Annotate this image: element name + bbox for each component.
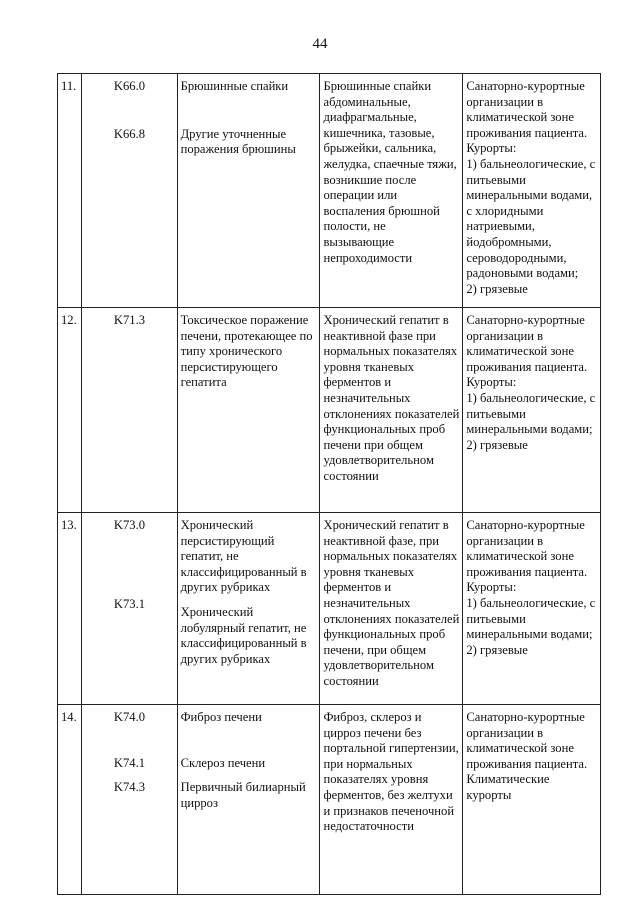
resort-indications-table <box>57 73 601 895</box>
facility-text: Санаторно-курортные организации в климатической зоне проживания пациента. <box>466 518 588 579</box>
disease-cell <box>177 308 320 513</box>
disease-name: Брюшинные спайки <box>180 79 289 93</box>
facility-text: 1) бальнеологические, с питьевыми минеральными водами, с хлоридными натриевыми, йодобромными, сероводородными, радоновыми водами; <box>466 156 596 281</box>
indications-cell: Брюшинные спайки абдоминальные, диафрагмальные, кишечника, тазовые, брыжейки, сальника, желудка, спаечные тяжи, возникшие после операции или воспаления брюшной полости, не вызывающие непроходимости <box>320 74 463 308</box>
indications-cell: Хронический гепатит в неактивной фазе при нормальных показателях уровня тканевых ферментов и незначительных отклонениях показателей функциональных проб печени при общем удовлетворительном состоянии <box>320 308 463 513</box>
disease-name: Другие уточненные поражения брюшины <box>180 126 296 157</box>
facility-text: Курорты: <box>466 580 517 595</box>
icd-code: K66.0 <box>113 79 146 93</box>
row-number: 12. <box>58 308 82 513</box>
icd-code: K74.1 <box>113 755 146 770</box>
facility-cell <box>463 74 601 308</box>
disease-name: Склероз печени <box>180 755 266 770</box>
disease-name: Хронический лобулярный гепатит, не классифицированный в других рубриках <box>180 604 307 666</box>
icd-code-cell <box>82 74 177 308</box>
icd-code: K73.0 <box>113 518 146 532</box>
row-number: 14. <box>58 705 82 895</box>
disease-name: Хронический персистирующий гепатит, не классифицированный в других рубриках <box>180 518 307 595</box>
facility-text: Курорты: <box>466 375 517 390</box>
row-number: 11. <box>58 74 82 308</box>
indications-cell: Фиброз, склероз и цирроз печени без портальной гипертензии, при нормальных показателях уровня ферментов, без желтухи и признаков печеночной недостаточности <box>320 705 463 895</box>
page-number: 44 <box>312 36 328 52</box>
facility-text: Санаторно-курортные организации в климатической зоне проживания пациента. <box>466 313 588 374</box>
disease-name: Фиброз печени <box>180 710 262 724</box>
icd-code: K74.3 <box>113 780 146 795</box>
facility-text: 2) грязевые <box>466 281 528 296</box>
icd-code: K71.3 <box>113 313 146 327</box>
icd-code: K74.0 <box>113 710 146 724</box>
facility-text: Курорты: <box>466 141 517 156</box>
disease-cell <box>177 705 320 895</box>
table-row <box>58 308 601 513</box>
table-row <box>58 705 601 895</box>
indications-cell: Хронический гепатит в неактивной фазе, при нормальных показателях уровня тканевых ферментов и незначительных отклонениях показателей функциональных проб печени, при общем удовлетворительном состоянии <box>320 513 463 705</box>
facility-cell <box>463 705 601 895</box>
disease-name: Токсическое поражение печени, протекающее по типу хронического персистирующего гепатита <box>180 313 313 390</box>
facility-text: Санаторно-курортные организации в климатической зоне проживания пациента. <box>466 79 588 140</box>
facility-cell <box>463 513 601 705</box>
icd-code: K66.8 <box>113 126 146 141</box>
icd-code-cell <box>82 705 177 895</box>
facility-text: 2) грязевые <box>466 437 528 452</box>
icd-code-cell <box>82 513 177 705</box>
facility-text: 1) бальнеологические, с питьевыми минеральными водами; <box>466 390 596 437</box>
facility-text: 2) грязевые <box>466 642 528 657</box>
disease-cell <box>177 74 320 308</box>
row-number: 13. <box>58 513 82 705</box>
facility-text: 1) бальнеологические, с питьевыми минеральными водами; <box>466 595 596 642</box>
icd-code: K73.1 <box>113 596 146 611</box>
disease-name: Первичный билиарный цирроз <box>180 780 306 810</box>
facility-cell <box>463 308 601 513</box>
facility-text: Санаторно-курортные организации в климатической зоне проживания пациента. <box>466 710 588 771</box>
disease-cell <box>177 513 320 705</box>
table-row <box>58 513 601 705</box>
table-row <box>58 74 601 308</box>
facility-text: Климатические курорты <box>466 772 550 802</box>
icd-code-cell <box>82 308 177 513</box>
